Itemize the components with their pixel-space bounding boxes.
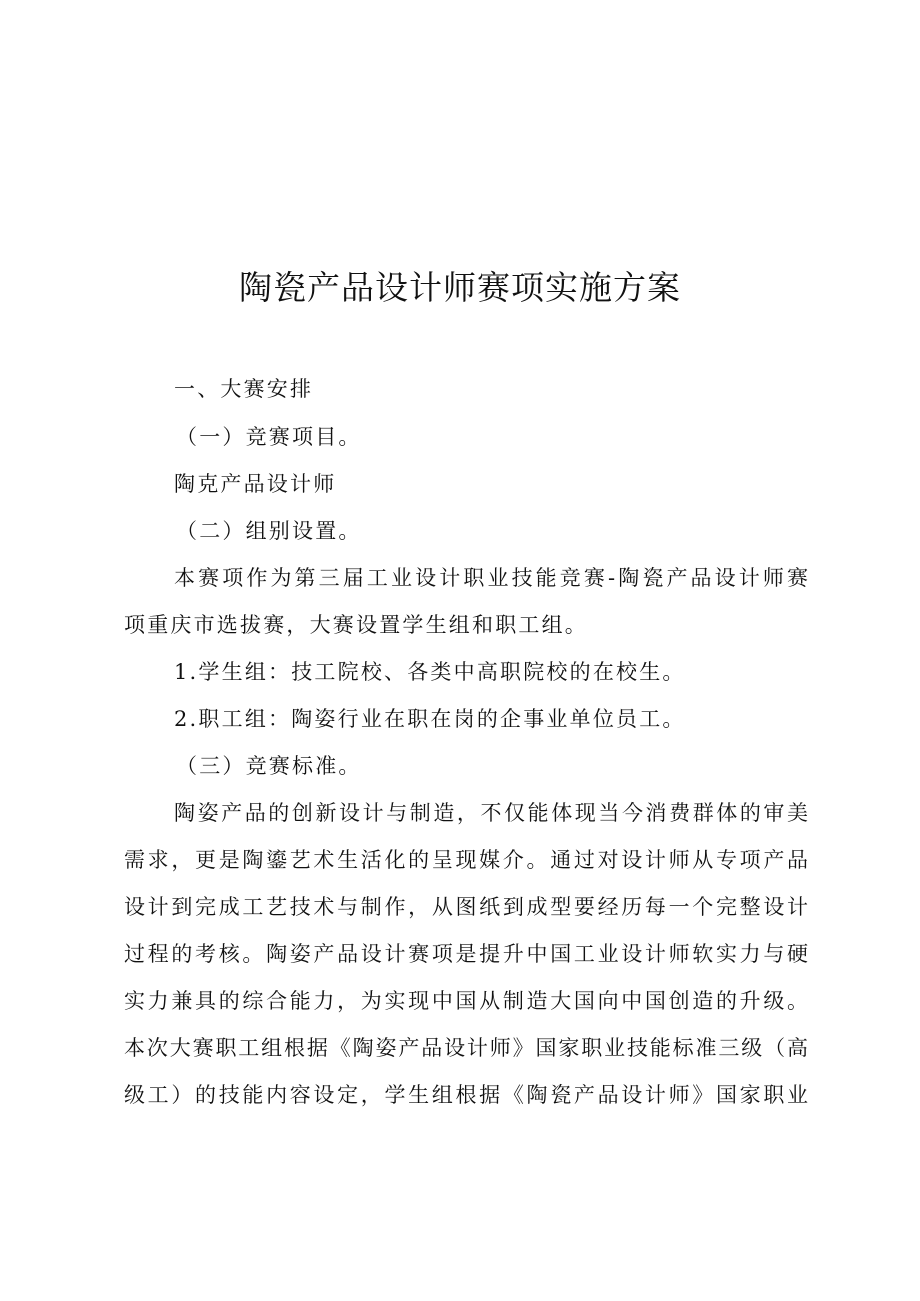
paragraph-standard-line-1: 陶姿产品的创新设计与制造，不仅能体现当今消费群体的审美 <box>174 801 808 825</box>
paragraph-standard-line-6: 本次大赛职工组根据《陶姿产品设计师》国家职业技能标准三级（高 <box>124 1036 808 1060</box>
paragraph-standard-line-3: 设计到完成工艺技术与制作，从图纸到成型要经历每一个完整设计 <box>124 895 808 919</box>
subsection-heading-group-setup: （二）组别设置。 <box>176 519 362 543</box>
document-title: 陶瓷产品设计师赛项实施方案 <box>239 268 681 307</box>
paragraph-competition-item: 陶克产品设计师 <box>174 472 337 496</box>
list-item-worker-group: 2.职工组：陶姿行业在职在岗的企事业单位员工。 <box>174 707 686 731</box>
paragraph-standard-line-5: 实力兼具的综合能力，为实现中国从制造大国向中国创造的升级。 <box>124 989 808 1013</box>
paragraph-standard-line-2: 需求，更是陶鎏艺术生活化的呈现媒介。通过对设计师从专项产品 <box>124 848 808 872</box>
section-heading: 一、大赛安排 <box>174 377 314 401</box>
subsection-heading-competition-standard: （三）竞赛标准。 <box>176 754 362 778</box>
list-item-student-group: 1.学生组：技工院校、各类中高职院校的在校生。 <box>174 660 686 684</box>
paragraph-standard-line-7: 级工）的技能内容设定，学生组根据《陶瓷产品设计师》国家职业 <box>124 1083 808 1107</box>
paragraph-group-setup-line-1: 本赛项作为第三届工业设计职业技能竞赛-陶瓷产品设计师赛 <box>174 566 808 590</box>
paragraph-group-setup-line-2: 项重庆市选拔赛，大赛设置学生组和职工组。 <box>124 613 588 637</box>
subsection-heading-competition-item: （一）竞赛项目。 <box>176 425 362 449</box>
paragraph-standard-line-4: 过程的考核。陶姿产品设计赛项是提升中国工业设计师软实力与硬 <box>124 942 808 966</box>
